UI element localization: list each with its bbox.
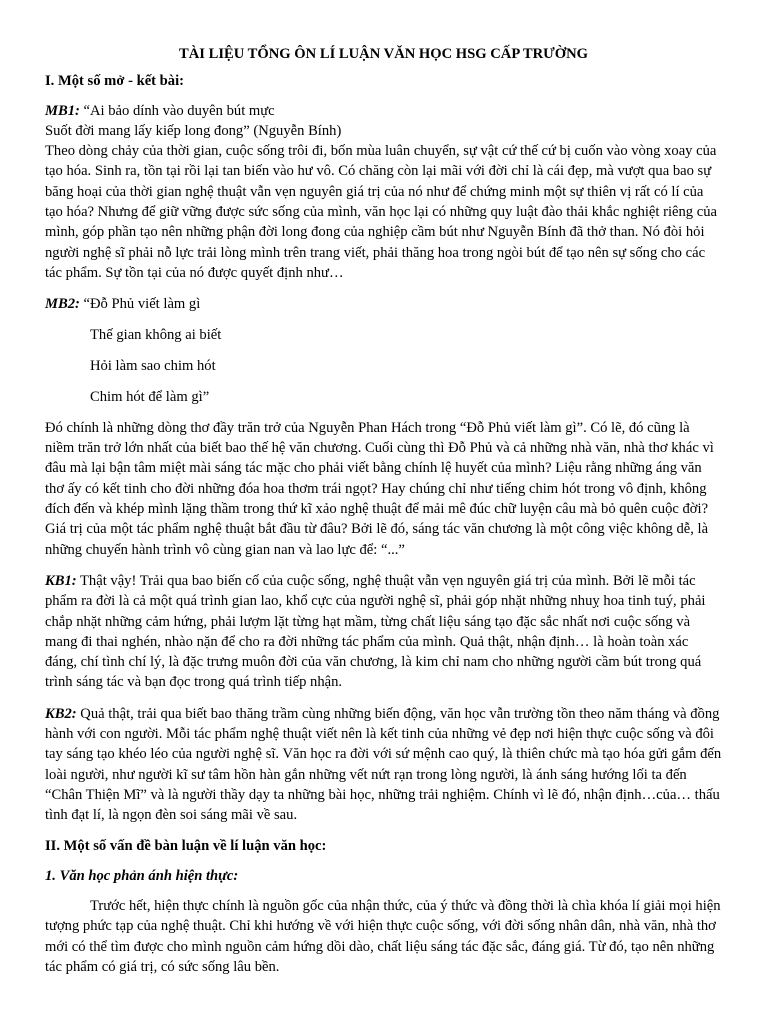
section-heading-discussion: II. Một số vấn đề bàn luận về lí luận văn học: (45, 838, 327, 855)
realism-paragraph: Trước hết, hiện thực chính là nguồn gốc của nhận thức, của ý thức và đồng thời là chìa khóa lí giải mọi hiện tượng phức tạp của nghệ thuật. Chỉ khi hướng về với hiện thực cuộc sống, với đời sống nhân dân, nhà văn, nhà thơ mới có thể tìm được cho mình nguồn cảm hứng dồi dào, chất liệu sáng tác đặc sắc, đáng giá. Từ đó, tạo nên những tác phẩm có giá trị, có sức sống lâu bền. (45, 898, 721, 975)
mb2-quote-line-1 (45, 294, 722, 314)
mb2-quote-text-1: “Đỗ Phủ viết làm gì (83, 296, 201, 313)
mb1-quote-line-1 (45, 101, 722, 121)
kb1-text: Thật vậy! Trải qua bao biến cố của cuộc sống, nghệ thuật vẫn vẹn nguyên giá trị của mình. Bởi lẽ mỗi tác phẩm ra đời là cả một quá trình gian lao, khổ cực của người nghệ sĩ, phải góp nhặt những nhuỵ hoa tinh tuý, phải chắp nhặt những cảm hứng, phải lượm lặt từng hạt mầm, từng chất liệu sáng tạo đặc sắc nhất nơi cuộc sống và mang đi thai nghén, nhào nặn để cho ra đời những tác phẩm của mình. Quả thật, nhận định… là hoàn toàn xác đáng, chí tình chí lý, là đặc trưng muôn đời của văn chương, là kim chỉ nam cho những người cầm bút trong quá trình sáng tác và bạn đọc trong quá trình tiếp nhận. (45, 572, 706, 691)
mb1-paragraph: Theo dòng chảy của thời gian, cuộc sống trôi đi, bốn mùa luân chuyển, sự vật cứ thế cứ bị cuốn vào vòng xoay của tạo hóa. Sinh ra, tồn tại rồi lại tan biến vào hư vô. Có chăng còn lại mãi với đời chỉ là cái đẹp, mà vượt qua bao sự băng hoại của thời gian nghệ thuật vẫn vẹn nguyên giá trị của nó như để chứng minh một sự thiên vị rất có lí của tạo hóa? Nhưng để giữ vững được sức sống của mình, văn học lại có những quy luật đào thải khắc nghiệt riêng của mình, góp phần tạo nên những phận đời long đong của nghiệp cầm bút như Nguyễn Bính đã thở than. Nó đòi hỏi người nghệ sĩ phải nỗ lực trải lòng mình trên trang viết, phải thăng hoa trong ngòi bút để tạo nên sự sống cho các tác phẩm. Sự tồn tại của nó được quyết định như… (45, 143, 717, 281)
kb1-label: KB1: (45, 572, 77, 589)
mb2-poem-line-4: Chim hót để làm gì” (90, 388, 210, 405)
section-heading-open-close: I. Một số mở - kết bài: (45, 73, 185, 90)
mb1-block (45, 101, 722, 284)
kb2-text: Quả thật, trải qua biết bao thăng trầm cùng những biến động, văn học vẫn trường tồn theo năm tháng và đồng hành với con người. Mỗi tác phẩm nghệ thuật viết nên là kết tinh của những vẻ đẹp nơi hiện thực cuộc sống và đôi tay sáng tạo khéo léo của người nghệ sĩ. Văn học ra đời với sứ mệnh cao quý, là thiên chức mà tạo hóa gửi gắm đến loài người, như người kĩ sư tâm hồn hàn gắn những vết nứt rạn trong lòng người, là ánh sáng hướng lối ta đến “Chân Thiện Mĩ” và là người thầy dạy ta những bài học, những trải nghiệm. Chính vì lẽ đó, nhận định…của… thấu tình đạt lí, là ngọn đèn soi sáng mãi về sau. (45, 705, 722, 824)
mb1-quote-line-2: Suốt đời mang lấy kiếp long đong” (Nguyễn Bính) (45, 122, 342, 139)
mb1-label: MB1: (45, 102, 80, 119)
mb2-poem-line-2: Thế gian không ai biết (90, 327, 222, 344)
kb2-label: KB2: (45, 705, 77, 722)
kb1-paragraph (45, 571, 722, 693)
mb1-quote-text-1: “Ai bảo dính vào duyên bút mực (83, 102, 275, 119)
subsection-title-realism: 1. Văn học phản ánh hiện thực: (45, 867, 239, 884)
document-title: TÀI LIỆU TỔNG ÔN LÍ LUẬN VĂN HỌC HSG CẤP TRƯỜNG (179, 46, 588, 62)
mb2-paragraph: Đó chính là những dòng thơ đầy trăn trở của Nguyễn Phan Hách trong “Đỗ Phủ viết làm gì”. Có lẽ, đó cũng là niềm trăn trở lớn nhất của biết bao thế hệ văn chương. Cuối cùng thì Đỗ Phủ và cả những nhà văn, nhà thơ khác vì đâu mà lại bận tâm miệt mài sáng tác mặc cho phải viết bằng chính lệ huyết của mình? Liệu rằng những áng văn thơ ấy có kết tinh cho đời những đóa hoa thơm trái ngọt? Hay chúng chỉ như tiếng chim hót trong vô định, không đích đến và khép mình lặng thầm trong thứ kĩ xảo nghệ thuật để mải mê đúc chữ luyện câu mà bỏ quên cuộc đời? Giá trị của một tác phẩm nghệ thuật bắt đầu từ đâu? Bởi lẽ đó, sáng tác văn chương là một công việc không dễ, là những chuyến hành trình vô cùng gian nan và lao lực để: “...” (45, 419, 714, 558)
mb2-label: MB2: (45, 296, 80, 313)
mb2-poem-line-3: Hỏi làm sao chim hót (90, 358, 216, 375)
kb2-paragraph (45, 704, 722, 826)
